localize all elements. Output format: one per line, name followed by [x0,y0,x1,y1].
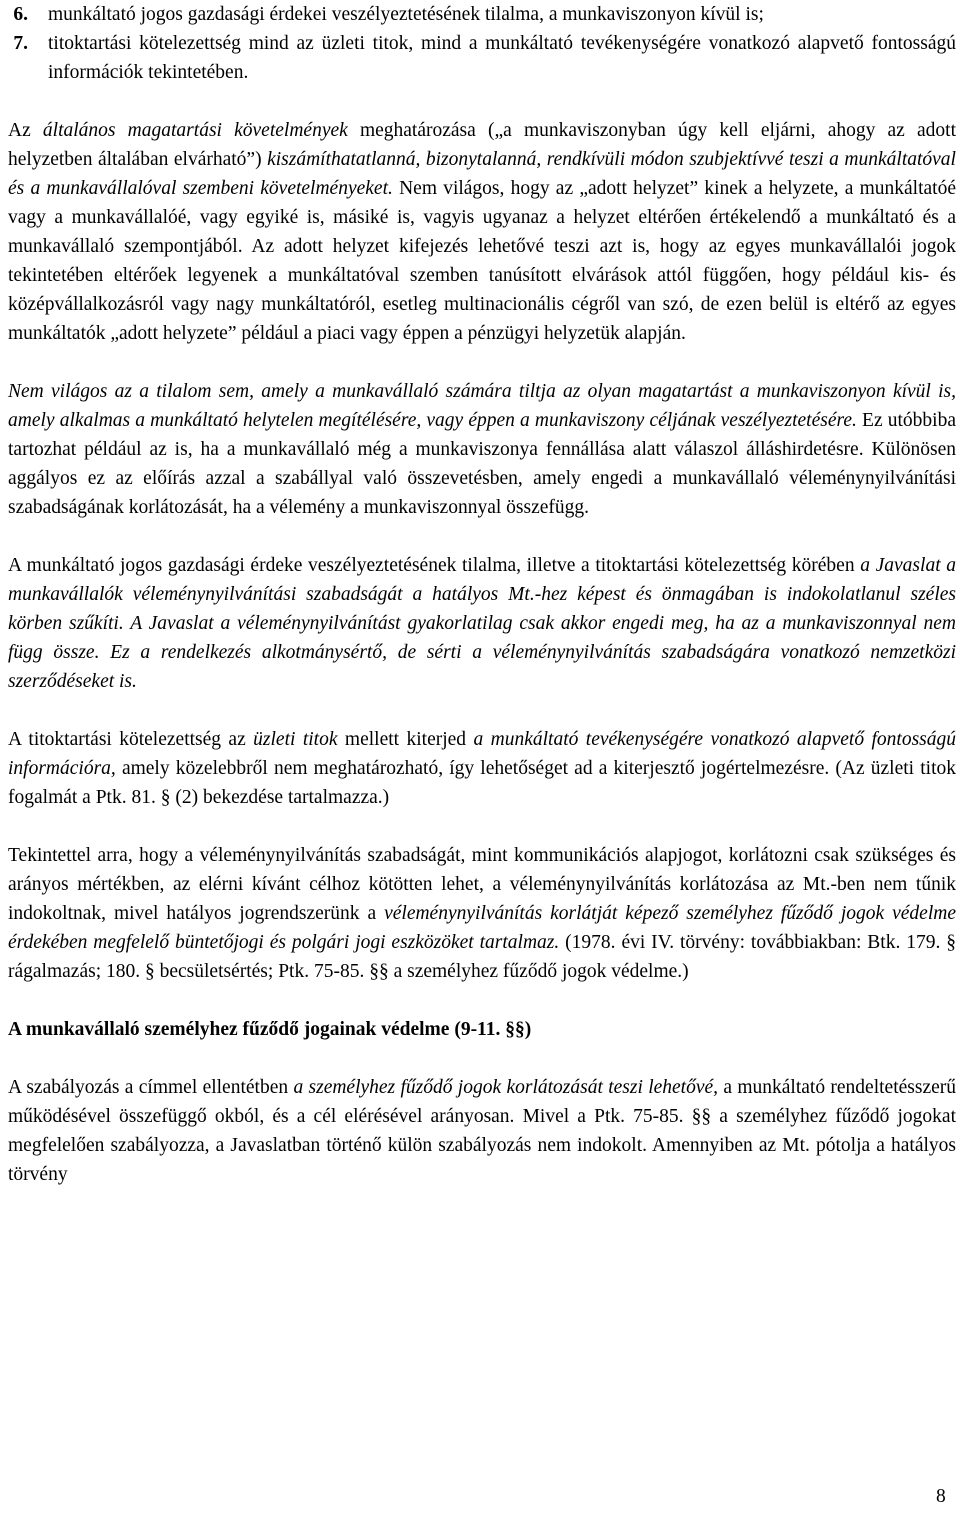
text-segment: A titoktartási kötelezettség az [8,729,254,750]
text-segment: a Javaslat a munkavállalók véleménynyilvánítási szabadságát a hatályos Mt.-hez képest és önmagában is indokolatlanul széles körben szűkíti. A Javaslat a véleménynyilvánítást gyakorlatilag csak akkor engedi meg, ha az a munkaviszonnyal nem függ össze. Ez a rendelkezés alkotmánysértő, de sérti a véleménynyilvánítás szabadságára vonatkozó nemzetközi szerződéseket is. [8,555,956,692]
text-segment: Ez utóbbiba tartozhat például az is, ha a munkavállaló még a munkaviszonya fennállása alatt válaszol álláshirdetésre. Különösen aggályos ez az előírás azzal a szabállyal való összevetésben, amely engedi a munkavállaló véleménynyilvánítási szabadságának korlátozását, ha a vélemény a munkaviszonnyal összefügg. [8,410,956,518]
paragraph-freedom-of-expression [8,841,956,986]
paragraph-personal-rights [8,1073,956,1189]
numbered-list [8,0,956,87]
text-segment: Nem világos az a tilalom sem, amely a munkavállaló számára tiltja az olyan magatartást a munkaviszonyon kívül is, amely alkalmas a munkáltató helytelen megítélésére, vagy éppen a munkaviszony céljának veszélyeztetésére. [8,381,956,431]
text-segment: a személyhez fűződő jogok korlátozását teszi lehetővé, [293,1077,719,1098]
text-segment: kiszámíthatatlanná, bizonytalanná, rendkívüli módon szubjektívvé teszi a munkáltatóval és a munkavállalóval szembeni követelményeket. [8,149,956,199]
paragraph-outside-employment [8,377,956,522]
paragraph-general-requirements [8,116,956,348]
paragraph-confidentiality [8,725,956,812]
text-segment: véleménynyilvánítás korlátját képező személyhez fűződő jogok védelme érdekében megfelelő büntetőjogi és polgári jogi eszközöket tartalmaz. [8,903,956,953]
list-item-text: titoktartási kötelezettség mind az üzleti titok, mind a munkáltató tevékenységére vonatkozó alapvető fontosságú információk tekintetében. [48,33,956,83]
text-segment: amely közelebbről nem meghatározható, így lehetőséget ad a kiterjesztő jogértelmezésre. (Az üzleti titok fogalmát a Ptk. 81. § (2) bekezdése tartalmazza.) [8,758,956,808]
text-segment: üzleti titok [253,729,338,750]
text-segment: Az [8,120,43,141]
list-item [8,29,956,87]
list-item-number: 7. [13,33,28,54]
page-number: 8 [936,1486,946,1507]
text-segment: mellett kiterjed [337,729,474,750]
list-item-text: munkáltató jogos gazdasági érdekei veszélyeztetésének tilalma, a munkaviszonyon kívül is; [48,4,764,25]
text-segment: A munkáltató jogos gazdasági érdeke veszélyeztetésének tilalma, illetve a titoktartási kötelezettség körében [8,555,861,576]
section-heading: A munkavállaló személyhez fűződő jogainak védelme (9-11. §§) [8,1019,532,1040]
text-segment: A szabályozás a címmel ellentétben [8,1077,294,1098]
text-segment: általános magatartási követelmények [42,120,348,141]
text-segment: a munkáltató tevékenységére vonatkozó alapvető fontosságú információra, [8,729,957,779]
paragraph-economic-interest [8,551,956,696]
list-item-number: 6. [13,4,28,25]
document-page [8,0,956,1189]
text-segment: meghatározása („a munkaviszonyban úgy kell eljárni, ahogy az adott helyzetben általában elvárható”) [8,120,956,170]
text-segment: (1978. évi IV. törvény: továbbiakban: Btk. 179. § rágalmazás; 180. § becsületsértés; Ptk. 75-85. §§ a személyhez fűződő jogok védelme.) [8,932,956,982]
text-segment: a munkáltató rendeltetésszerű működésével összefüggő okból, és a cél elérésével arányosan. Mivel a Ptk. 75-85. §§ a személyhez fűződő jogokat megfelelően szabályozza, a Javaslatban történő külön szabályozás nem indokolt. Amennyiben az Mt. pótolja a hatályos törvény [8,1077,956,1185]
text-segment: Tekintettel arra, hogy a véleménynyilvánítás szabadságát, mint kommunikációs alapjogot, korlátozni csak szükséges és arányos mértékben, az elérni kívánt célhoz kötötten lehet, a véleménynyilvánítás korlátozása az Mt.-ben nem tűnik indokoltnak, mivel hatályos jogrendszerünk a [8,845,956,924]
list-item [8,0,956,29]
text-segment: Nem világos, hogy az „adott helyzet” kinek a helyzete, a munkáltatóé vagy a munkavállalóé, vagy egyiké is, másiké is, vagyis ugyanaz a helyzet eltérően értékelendő a munkáltató és a munkavállaló szempontjából. Az adott helyzet kifejezés lehetővé teszi azt is, hogy az egyes munkavállalói jogok tekintetében eltérőek legyenek a munkáltatóval szemben tanúsított elvárások attól függően, hogy például kis- és középvállalkozásról vagy nagy munkáltatóról, esetleg multinacionális cégről van szó, de ezen belül is eltérő az egyes munkáltatók „adott helyzete” például a piaci vagy éppen a pénzügyi helyzetük alapján. [8,178,956,344]
